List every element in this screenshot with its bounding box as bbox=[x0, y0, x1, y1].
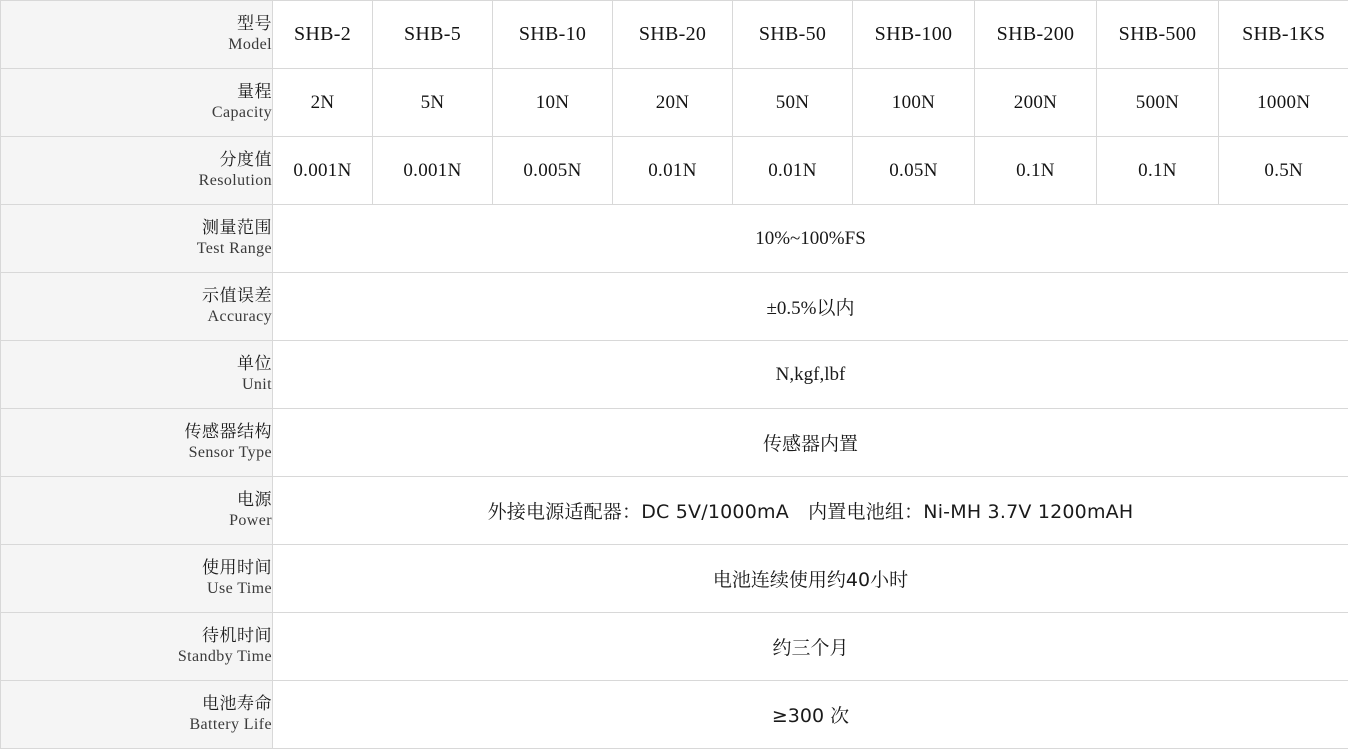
cell-capacity: 500N bbox=[1097, 69, 1219, 137]
table-row-model bbox=[1, 1, 1348, 69]
cell-model: SHB-500 bbox=[1097, 1, 1219, 69]
cell-resolution: 0.1N bbox=[1097, 137, 1219, 205]
row-label-accuracy bbox=[1, 273, 273, 341]
cell-capacity: 10N bbox=[493, 69, 613, 137]
cell-unit: N,kgf,lbf bbox=[273, 341, 1348, 409]
row-label-cn: 量程 bbox=[237, 82, 272, 103]
cell-model: SHB-1KS bbox=[1219, 1, 1348, 69]
cell-capacity: 100N bbox=[853, 69, 975, 137]
row-label-en: Battery Life bbox=[189, 716, 272, 734]
cell-resolution: 0.001N bbox=[273, 137, 373, 205]
row-label-en: Use Time bbox=[207, 580, 272, 598]
cell-capacity: 1000N bbox=[1219, 69, 1348, 137]
table-row-standby-time bbox=[1, 613, 1348, 681]
cell-resolution: 0.001N bbox=[373, 137, 493, 205]
cell-model: SHB-200 bbox=[975, 1, 1097, 69]
table-row-power bbox=[1, 477, 1348, 545]
row-label-cn: 电源 bbox=[237, 490, 272, 511]
table-row-test-range bbox=[1, 205, 1348, 273]
cell-resolution: 0.05N bbox=[853, 137, 975, 205]
row-label-model bbox=[1, 1, 273, 69]
cell-model: SHB-2 bbox=[273, 1, 373, 69]
table-row-unit bbox=[1, 341, 1348, 409]
row-label-cn: 使用时间 bbox=[202, 558, 272, 579]
cell-capacity: 20N bbox=[613, 69, 733, 137]
table-row-battery-life bbox=[1, 681, 1348, 749]
cell-use-time bbox=[273, 545, 1348, 613]
row-label-power bbox=[1, 477, 273, 545]
cell-sensor-type bbox=[273, 409, 1348, 477]
row-label-cn: 电池寿命 bbox=[202, 694, 272, 715]
cell-test-range: 10%~100%FS bbox=[273, 205, 1348, 273]
cell-model: SHB-5 bbox=[373, 1, 493, 69]
table-row-use-time bbox=[1, 545, 1348, 613]
row-label-battery-life bbox=[1, 681, 273, 749]
table-row-accuracy bbox=[1, 273, 1348, 341]
cell-model: SHB-20 bbox=[613, 1, 733, 69]
cell-capacity: 2N bbox=[273, 69, 373, 137]
cell-battery-life-text: ≥300 次 bbox=[771, 705, 850, 727]
row-label-en: Capacity bbox=[211, 104, 272, 122]
cell-standby-time bbox=[273, 613, 1348, 681]
row-label-capacity bbox=[1, 69, 273, 137]
row-label-standby-time bbox=[1, 613, 273, 681]
cell-resolution: 0.1N bbox=[975, 137, 1097, 205]
cell-capacity: 200N bbox=[975, 69, 1097, 137]
row-label-sensor-type bbox=[1, 409, 273, 477]
cell-power-text: 外接电源适配器：DC 5V/1000mA 内置电池组：Ni-MH 3.7V 1200mAH bbox=[487, 501, 1134, 523]
row-label-cn: 型号 bbox=[237, 14, 272, 35]
row-label-cn: 待机时间 bbox=[202, 626, 272, 647]
row-label-unit bbox=[1, 341, 273, 409]
row-label-cn: 示值误差 bbox=[202, 286, 272, 307]
cell-model: SHB-100 bbox=[853, 1, 975, 69]
row-label-resolution bbox=[1, 137, 273, 205]
row-label-en: Accuracy bbox=[207, 308, 272, 326]
cell-battery-life bbox=[273, 681, 1348, 749]
cell-sensor-type-text: 传感器内置 bbox=[762, 433, 858, 455]
cell-accuracy: ±0.5%以内 bbox=[273, 273, 1348, 341]
row-label-en: Sensor Type bbox=[188, 444, 272, 462]
table-row-capacity bbox=[1, 69, 1348, 137]
cell-resolution: 0.005N bbox=[493, 137, 613, 205]
table-row-sensor-type bbox=[1, 409, 1348, 477]
row-label-en: Standby Time bbox=[177, 648, 272, 666]
table-row-resolution bbox=[1, 137, 1348, 205]
cell-resolution: 0.01N bbox=[613, 137, 733, 205]
row-label-use-time bbox=[1, 545, 273, 613]
cell-use-time-text: 电池连续使用约40小时 bbox=[712, 569, 909, 591]
row-label-en: Power bbox=[229, 512, 272, 530]
row-label-cn: 分度值 bbox=[219, 150, 272, 171]
cell-resolution: 0.01N bbox=[733, 137, 853, 205]
cell-capacity: 50N bbox=[733, 69, 853, 137]
cell-model: SHB-10 bbox=[493, 1, 613, 69]
row-label-cn: 传感器结构 bbox=[184, 422, 272, 443]
cell-model: SHB-50 bbox=[733, 1, 853, 69]
row-label-cn: 测量范围 bbox=[202, 218, 272, 239]
cell-resolution: 0.5N bbox=[1219, 137, 1348, 205]
cell-capacity: 5N bbox=[373, 69, 493, 137]
row-label-en: Resolution bbox=[198, 172, 272, 190]
row-label-test-range bbox=[1, 205, 273, 273]
row-label-cn: 单位 bbox=[237, 354, 272, 375]
cell-standby-time-text: 约三个月 bbox=[772, 637, 849, 659]
row-label-en: Test Range bbox=[196, 240, 272, 258]
row-label-en: Model bbox=[228, 36, 272, 54]
cell-power bbox=[273, 477, 1348, 545]
row-label-en: Unit bbox=[241, 376, 272, 394]
